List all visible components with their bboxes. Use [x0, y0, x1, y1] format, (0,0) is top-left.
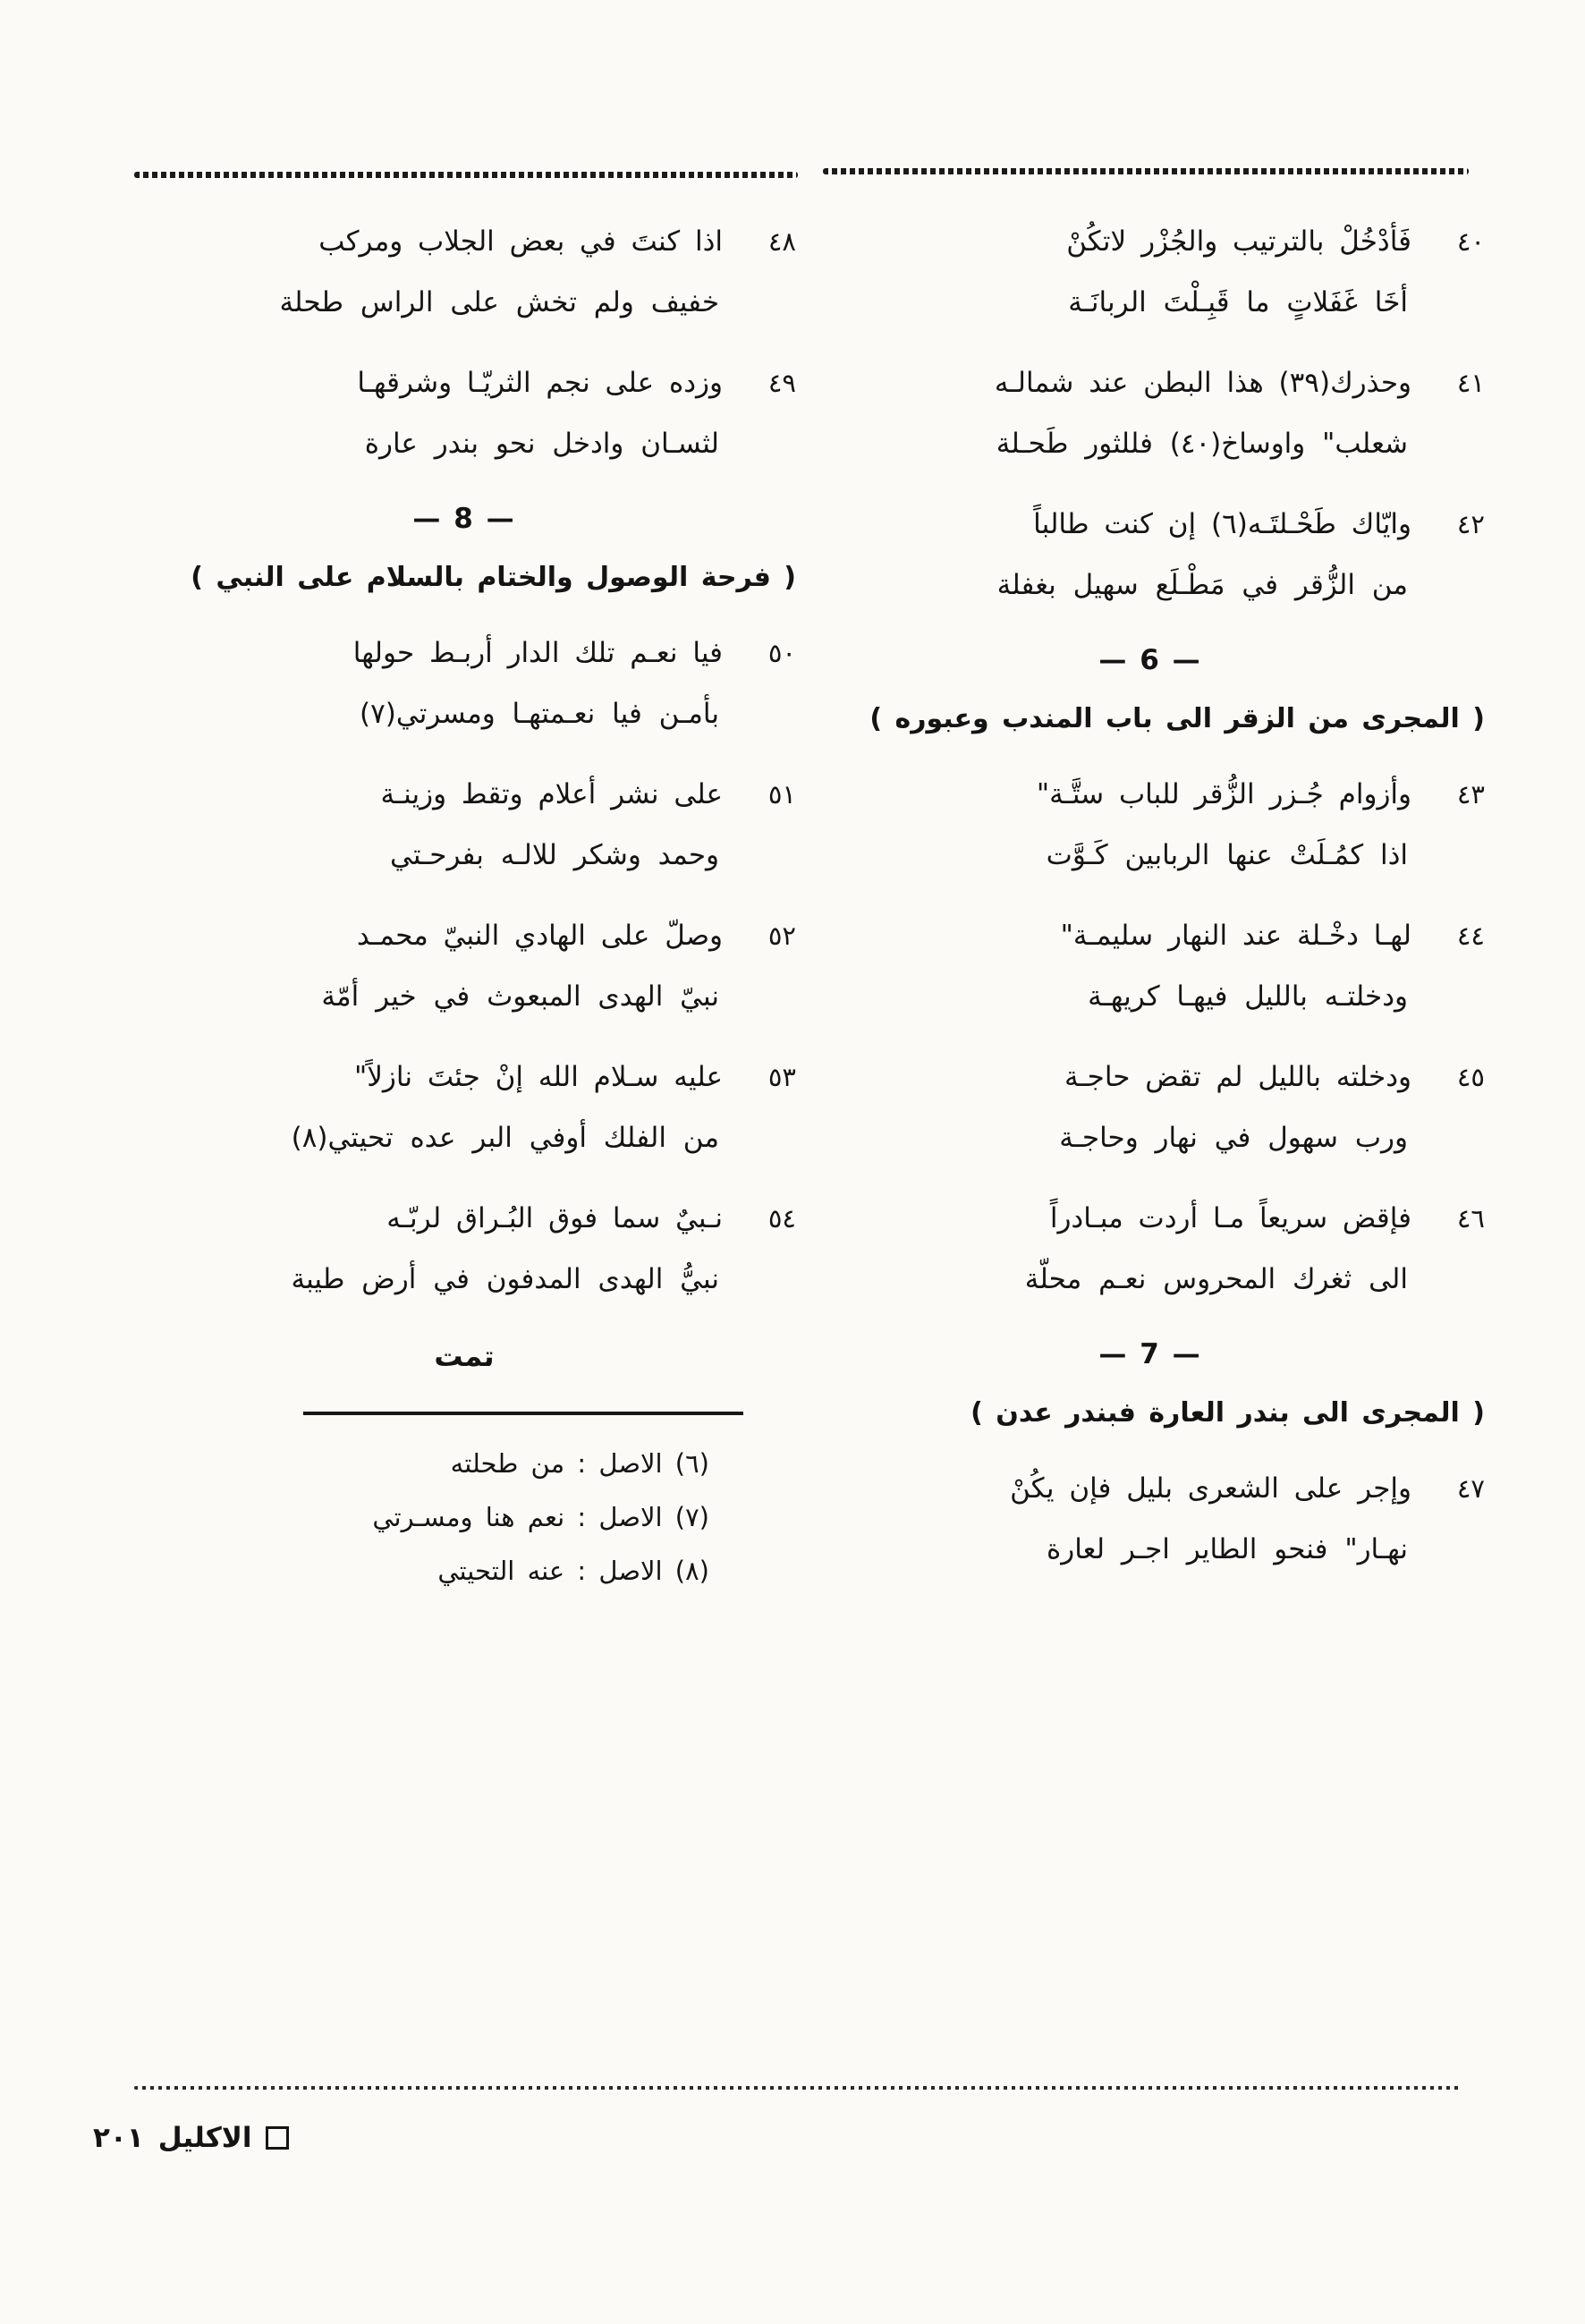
hemistich-2: خفيف ولم تخش على الراس طحلة	[279, 286, 719, 318]
end-of-poem-marker: تمت	[434, 1339, 495, 1373]
verse	[816, 1458, 1485, 1580]
verse-number: ٥٣	[767, 1062, 796, 1092]
verse-number: ٥٢	[767, 920, 796, 951]
hemistich-2: من الفلك أوفي البر عده تحيتي(٨)	[291, 1122, 719, 1154]
verse-line-1	[816, 1188, 1485, 1249]
verse-number: ٤٠	[1456, 226, 1485, 257]
hemistich-1: لهـا دخْـلة عند النهار سليمـة"	[1060, 920, 1411, 952]
verse-line-1	[816, 1458, 1485, 1519]
hemistich-1: فإقض سريعاً مـا أردت مبـادراً	[1049, 1202, 1411, 1234]
hemistich-2: ودخلتـه بالليل فيهـا كريهـة	[1088, 980, 1408, 1013]
verse-number: ٤٤	[1456, 920, 1485, 951]
verse-number: ٤٦	[1456, 1203, 1485, 1234]
verse-number: ٤٧	[1456, 1473, 1485, 1504]
hemistich-2: ورب سهول في نهار وحاجـة	[1059, 1122, 1408, 1154]
verse-number: ٤٣	[1456, 779, 1485, 810]
section-number-marker: — 6 —	[1098, 644, 1202, 676]
hemistich-2: شعلب" واوساخ(٤٠) فللثور طَحـلة	[996, 428, 1408, 460]
verse	[132, 764, 796, 886]
hemistich-1: وايّاك طَحْـلتَـه(٦) إن كنت طالباً	[1033, 508, 1411, 540]
verse	[132, 1047, 796, 1168]
section-number-marker: — 8 —	[412, 503, 516, 535]
verse-number: ٤٨	[767, 226, 796, 257]
footnote: (٦) الاصل : من طحلته	[450, 1448, 709, 1479]
hemistich-1: وإجر على الشعرى بليل فإن يكُنْ	[1010, 1472, 1411, 1505]
verse-number: ٥٠	[767, 638, 796, 668]
verse	[132, 1188, 796, 1310]
hemistich-2: من الزُّقر في مَطْـلَع سهيل بغفلة	[996, 569, 1408, 601]
verse	[816, 764, 1485, 886]
verse-number: ٤٥	[1456, 1062, 1485, 1092]
footer-page-number: ٢٠١	[93, 2122, 144, 2154]
section-heading: ( فرحة الوصول والختام بالسلام على النبي )	[191, 562, 796, 593]
verse-number: ٥٤	[767, 1203, 796, 1234]
verse-number: ٤٢	[1456, 509, 1485, 539]
verse-line-1	[132, 764, 796, 825]
poem-column-left	[132, 211, 796, 1383]
section-heading: ( المجرى من الزقر الى باب المندب وعبوره )	[869, 703, 1485, 734]
hemistich-1: وحذرك(٣٩) هذا البطن عند شمالـه	[994, 367, 1411, 399]
footnote: (٨) الاصل : عنه التحيتي	[437, 1556, 709, 1586]
verse	[816, 352, 1485, 474]
verse	[816, 494, 1485, 615]
verse	[132, 905, 796, 1027]
verse-line-1	[816, 211, 1485, 272]
hemistich-2: نبيُّ الهدى المدفون في أرض طيبة	[291, 1263, 719, 1295]
hemistich-2: لثسـان وادخل نحو بندر عارة	[364, 428, 719, 460]
bottom-dotted-rule	[134, 2086, 1460, 2090]
hemistich-2: الى ثغرك المحروس نعـم محلّة	[1024, 1263, 1408, 1295]
hemistich-2: أخَا غَفَلاتٍ ما قَبِـلْتَ الربانَـة	[1068, 286, 1408, 318]
hemistich-1: فيا نعـم تلك الدار أربـط حولها	[352, 637, 723, 669]
verse-line-1	[132, 905, 796, 966]
verse	[132, 352, 796, 474]
hemistich-1: وصلّ على الهادي النبيّ محمـد	[356, 920, 723, 952]
section-heading: ( المجرى الى بندر العارة فبندر عدن )	[970, 1397, 1485, 1429]
verse-line-1	[816, 764, 1485, 825]
verse-line-1	[132, 211, 796, 272]
top-ornament-rule-right	[823, 168, 1469, 174]
verse	[816, 1047, 1485, 1168]
footnote-separator-rule	[303, 1412, 743, 1415]
hemistich-1: وأزوام جُـزر الزُّقر للباب ستَّـة"	[1036, 778, 1411, 810]
hemistich-2: بأمـن فيا نعـمتهـا ومسرتي(٧)	[360, 698, 719, 730]
verse	[816, 905, 1485, 1027]
footer-square-mark	[266, 2126, 289, 2150]
verse	[816, 211, 1485, 333]
poem-column-right	[816, 211, 1485, 1599]
verse-line-1	[132, 1188, 796, 1249]
verse-line-1	[816, 352, 1485, 413]
verse-line-1	[132, 352, 796, 413]
footnotes-block	[265, 1412, 743, 1598]
hemistich-1: على نشر أعلام وتقط وزينـة	[380, 778, 723, 810]
top-ornament-rule-left	[134, 172, 798, 178]
page-footer	[93, 2122, 289, 2154]
verse-number: ٥١	[767, 779, 796, 810]
verse-number: ٤٩	[767, 368, 796, 398]
hemistich-1: وزده على نجم الثريّـا وشرقهـا	[357, 367, 723, 399]
verse-line-1	[816, 1047, 1485, 1107]
hemistich-2: نبيّ الهدى المبعوث في خير أمّة	[321, 980, 719, 1013]
hemistich-1: ودخلته بالليل لم تقض حاجـة	[1064, 1061, 1411, 1093]
footer-book-title: الاكليل	[157, 2122, 252, 2154]
footnote: (٧) الاصل : نعم هنا ومسـرتي	[372, 1502, 709, 1532]
hemistich-1: عليه سـلام الله إنْ جئتَ نازلاً"	[353, 1061, 723, 1093]
verse	[132, 623, 796, 744]
verse	[816, 1188, 1485, 1310]
verse-line-1	[816, 494, 1485, 555]
verse-line-1	[816, 905, 1485, 966]
hemistich-1: فَأدْخُلْ بالترتيب والجُزْر لاتكُنْ	[1066, 225, 1411, 258]
verse-number: ٤١	[1456, 368, 1485, 398]
verse-line-1	[132, 1047, 796, 1107]
section-number-marker: — 7 —	[1098, 1338, 1202, 1370]
hemistich-2: اذا كمُـلَتْ عنها الربابين كَـوَّت	[1046, 839, 1408, 871]
hemistich-2: وحمد وشكر للالـه بفرحـتي	[390, 839, 719, 871]
hemistich-1: اذا كنتَ في بعض الجلاب ومركب	[318, 225, 723, 258]
verse	[132, 211, 796, 333]
verse-line-1	[132, 623, 796, 683]
hemistich-2: نهـار" فنحو الطاير اجـر لعارة	[1047, 1533, 1408, 1565]
hemistich-1: نـبيٌ سما فوق البُـراق لربّـه	[386, 1202, 723, 1234]
